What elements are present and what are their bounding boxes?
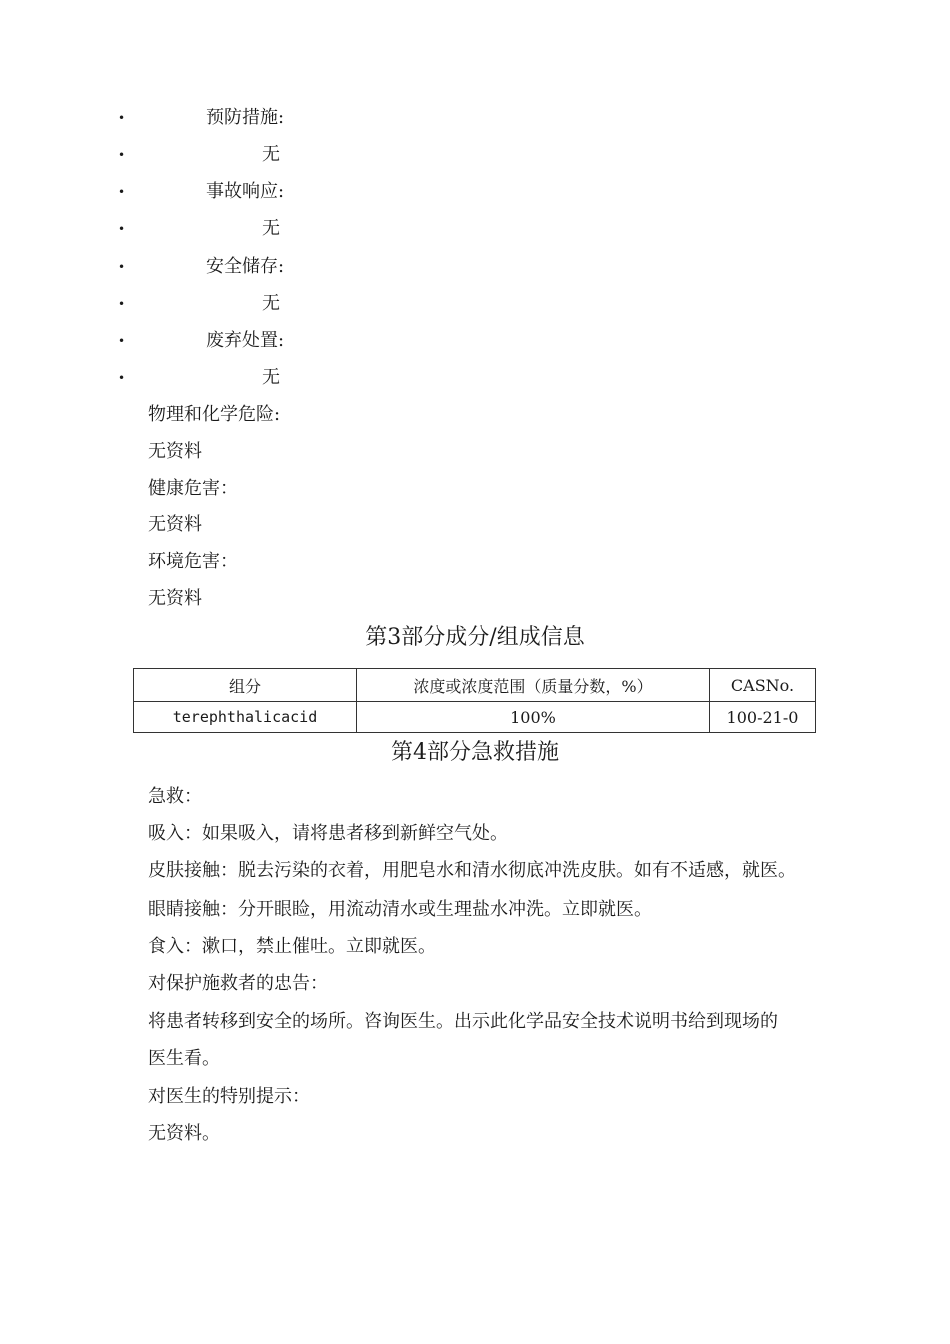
rescuer-advice-text-line2: 医生看。 xyxy=(148,1048,220,1069)
cell-cas-no: 100-21-0 xyxy=(710,702,816,733)
physician-note-label: 对医生的特别提示： xyxy=(148,1086,310,1107)
health-hazard-label: 健康危害： xyxy=(148,478,238,499)
header-component: 组分 xyxy=(134,669,357,702)
eye-contact-text: 眼睛接触：分开眼睑，用流动清水或生理盐水冲洗。立即就医。 xyxy=(148,899,652,920)
disposal-label: 废弃处置: xyxy=(206,330,285,351)
response-value: 无 xyxy=(262,218,280,239)
bullet-item-storage-value xyxy=(0,289,950,319)
disposal-value: 无 xyxy=(262,367,280,388)
bullet-item-prevention-value xyxy=(0,140,950,170)
storage-label: 安全储存: xyxy=(206,256,285,277)
section-4-title: 第4部分急救措施 xyxy=(391,740,559,765)
environment-hazard-label: 环境危害： xyxy=(148,551,238,572)
bullet-dot: • xyxy=(118,371,126,385)
bullet-item-storage-label xyxy=(0,252,950,282)
bullet-item-disposal-label xyxy=(0,326,950,356)
table-row xyxy=(134,702,816,733)
header-concentration: 浓度或浓度范围（质量分数，%） xyxy=(357,669,710,702)
bullet-dot: • xyxy=(118,111,126,125)
environment-hazard-value: 无资料 xyxy=(148,588,202,609)
rescuer-advice-label: 对保护施救者的忠告： xyxy=(148,973,328,994)
bullet-dot: • xyxy=(118,260,126,274)
physician-note-value: 无资料。 xyxy=(148,1123,220,1144)
composition-table xyxy=(133,668,816,733)
health-hazard-value: 无资料 xyxy=(148,514,202,535)
physical-hazard-value: 无资料 xyxy=(148,441,202,462)
rescuer-advice-text-line1: 将患者转移到安全的场所。咨询医生。出示此化学品安全技术说明书给到现场的 xyxy=(148,1011,778,1032)
cell-component: terephthalicacid xyxy=(134,702,357,733)
response-label: 事故响应: xyxy=(206,181,285,202)
prevention-value: 无 xyxy=(262,144,280,165)
bullet-dot: • xyxy=(118,334,126,348)
physical-hazard-label: 物理和化学危险: xyxy=(148,404,281,425)
inhalation-text: 吸入：如果吸入，请将患者移到新鲜空气处。 xyxy=(148,823,508,844)
bullet-item-response-label xyxy=(0,177,950,207)
bullet-item-prevention-label xyxy=(0,103,950,133)
bullet-item-response-value xyxy=(0,214,950,244)
prevention-label: 预防措施: xyxy=(206,107,285,128)
bullet-item-disposal-value xyxy=(0,363,950,393)
bullet-dot: • xyxy=(118,185,126,199)
storage-value: 无 xyxy=(262,293,280,314)
skin-contact-text: 皮肤接触：脱去污染的衣着，用肥皂水和清水彻底冲洗皮肤。如有不适感，就医。 xyxy=(148,860,796,881)
first-aid-label: 急救： xyxy=(148,786,202,807)
header-cas-no: CASNo. xyxy=(710,669,816,702)
bullet-dot: • xyxy=(118,148,126,162)
bullet-dot: • xyxy=(118,297,126,311)
table-header-row xyxy=(134,669,816,702)
cell-concentration: 100% xyxy=(357,702,710,733)
section-3-title: 第3部分成分/组成信息 xyxy=(365,625,585,650)
bullet-dot: • xyxy=(118,222,126,236)
ingestion-text: 食入：漱口，禁止催吐。立即就医。 xyxy=(148,936,436,957)
